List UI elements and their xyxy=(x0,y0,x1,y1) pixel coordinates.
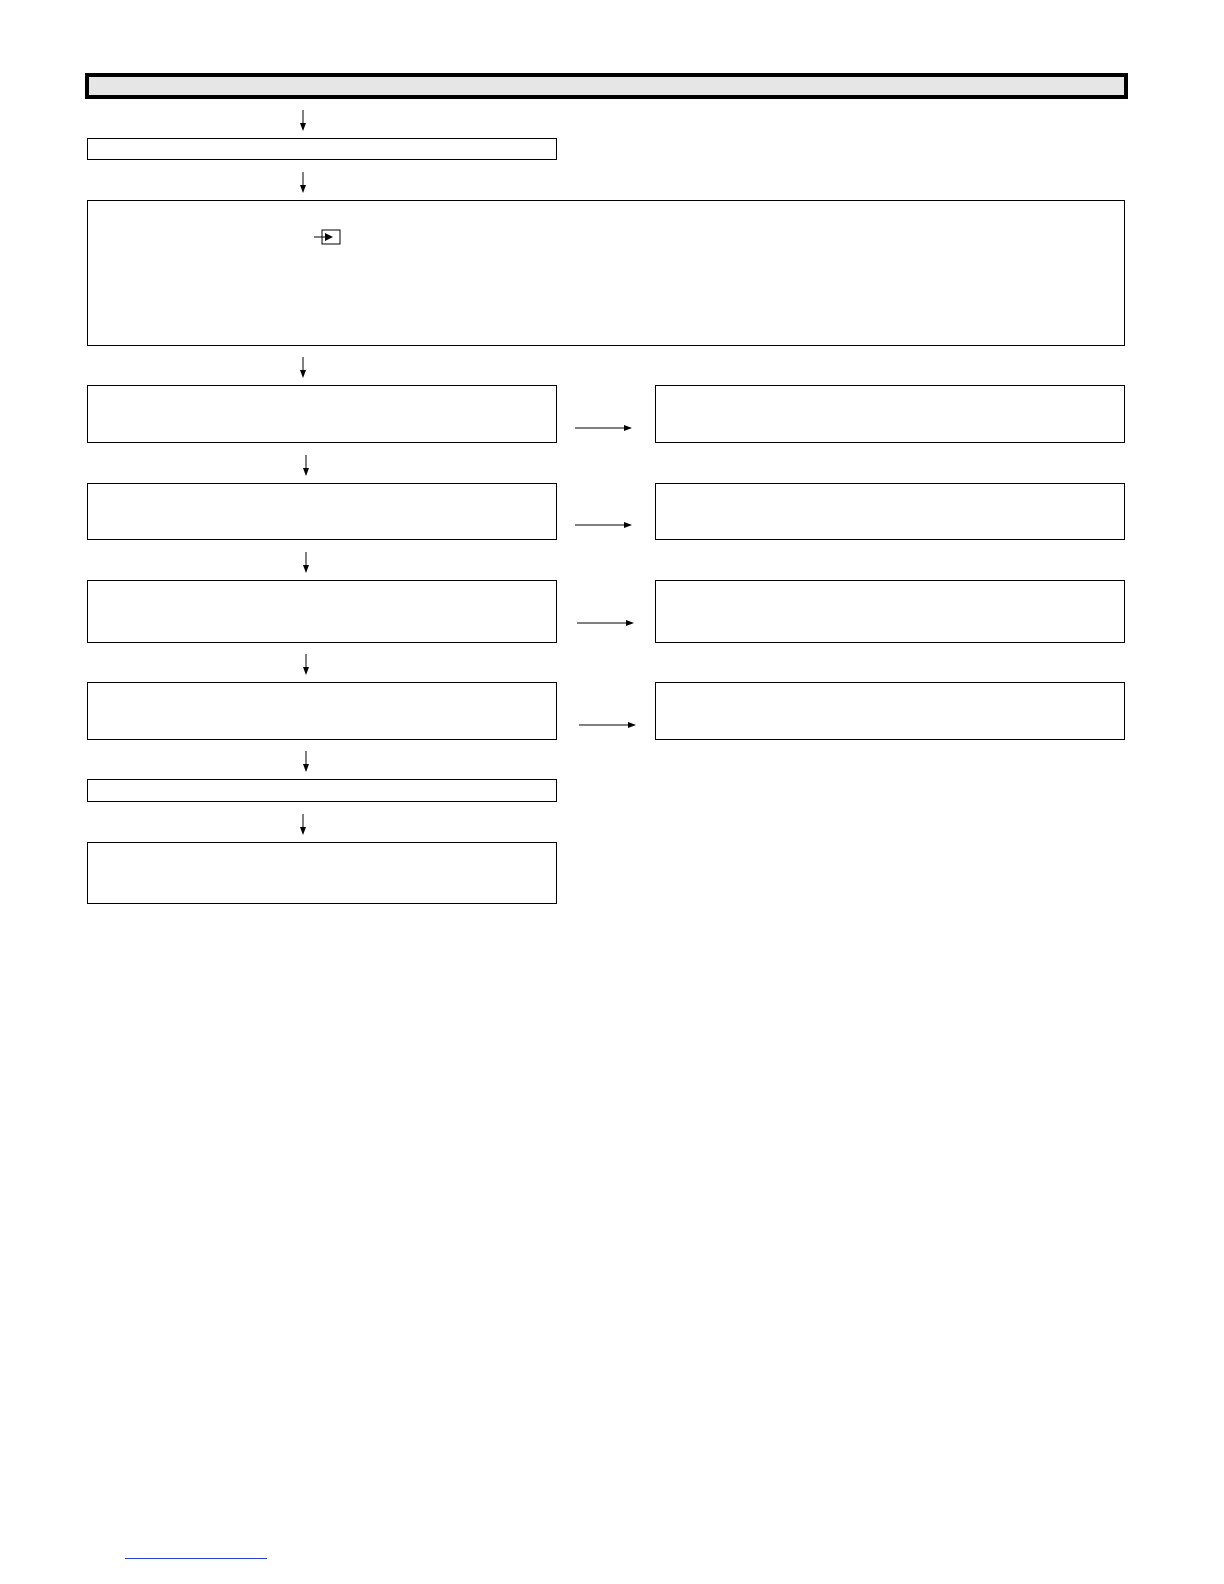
flow-step-8-text xyxy=(88,843,556,851)
flow-side-box-3-text xyxy=(656,581,1124,589)
flow-step-2-text xyxy=(88,201,1124,209)
flowchart-title xyxy=(89,74,105,97)
flow-side-box-2 xyxy=(655,483,1125,540)
flow-step-8 xyxy=(87,842,557,904)
flow-side-box-1-text xyxy=(656,386,1124,394)
flow-side-box-3 xyxy=(655,580,1125,643)
flowchart-title-bar xyxy=(85,73,1128,99)
flow-step-3-text xyxy=(88,386,556,394)
flow-side-box-1 xyxy=(655,385,1125,443)
flow-step-5 xyxy=(87,580,557,643)
flow-step-4-text xyxy=(88,484,556,492)
flow-step-7 xyxy=(87,779,557,802)
flow-step-4 xyxy=(87,483,557,540)
flow-step-1 xyxy=(87,138,557,160)
flow-step-6-text xyxy=(88,683,556,691)
flow-step-1-text xyxy=(88,139,556,147)
flow-side-box-4-text xyxy=(656,683,1124,691)
flow-step-5-text xyxy=(88,581,556,589)
input-source-arrow-icon xyxy=(314,228,342,246)
footer-link-underline xyxy=(125,1558,267,1559)
flow-side-box-2-text xyxy=(656,484,1124,492)
flow-step-3 xyxy=(87,385,557,443)
flow-step-6 xyxy=(87,682,557,740)
flow-step-7-text xyxy=(88,780,556,788)
flow-side-box-4 xyxy=(655,682,1125,740)
flow-step-2 xyxy=(87,200,1125,346)
